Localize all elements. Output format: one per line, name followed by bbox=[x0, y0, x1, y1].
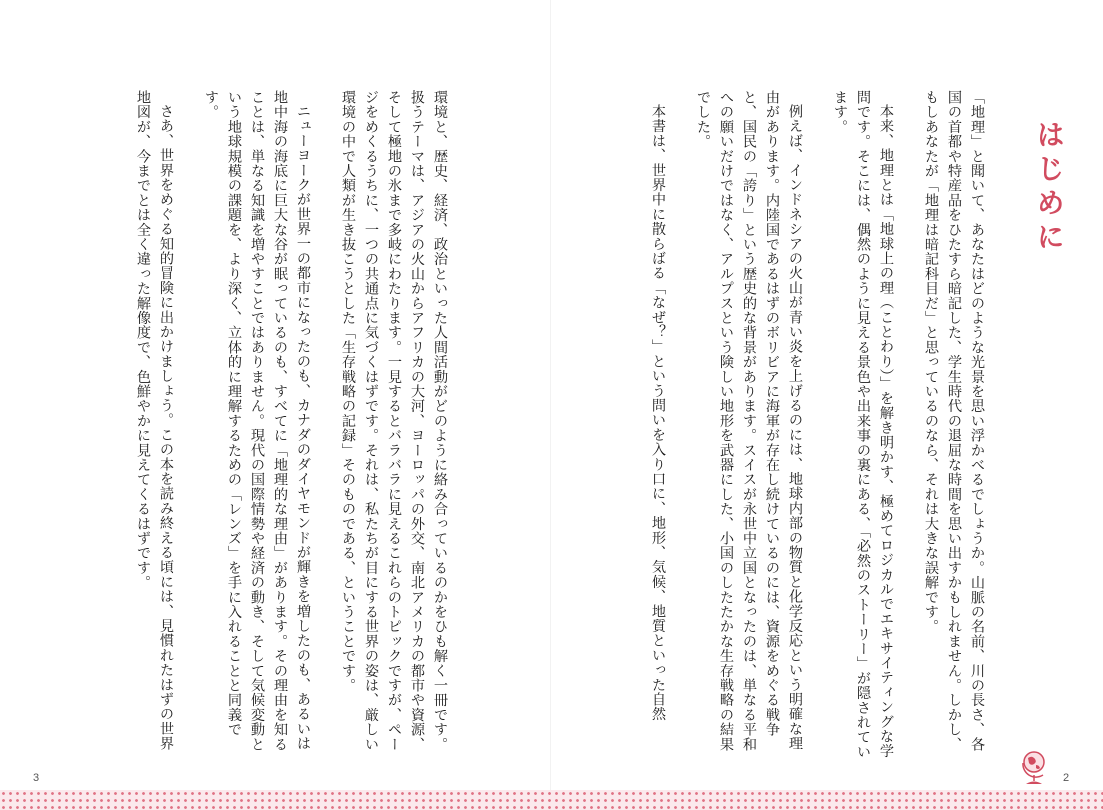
page-number-right: 2 bbox=[1063, 772, 1070, 784]
right-page-body bbox=[650, 90, 988, 760]
right-paragraph-3: 例えば、インドネシアの火山が青い炎を上げるのには、地球内部の物質と化学反応という明確な理由があります。内陸国であるはずのボリビアに海軍が存在し続けているのには、資源をめぐる戦争と、国民の「誇り」という歴史的な背景があります。スイスが永世中立国となったのは、単なる平和への願いだけではなく、アルプスという険しい地形を武器にした、小国のしたたかな生存戦略の結果でした。 bbox=[695, 90, 803, 752]
right-paragraph-1: 「地理」と聞いて、あなたはどのような光景を思い浮かべるでしょうか。山脈の名前、川の長さ、各国の首都や特産品をひたすら暗記した、学生時代の退屈な時間を思い出すかもしれません。しかし、もしあなたが「地理は暗記科目だ」と思っているのなら、それは大きな誤解です。 bbox=[923, 90, 985, 752]
page-number-left: 3 bbox=[33, 772, 40, 784]
left-page-body bbox=[71, 90, 451, 760]
left-paragraph-1: 環境と、歴史、経済、政治といった人間活動がどのように絡み合っているのかをひも解く一冊です。扱うテーマは、アジアの火山からアフリカの大河、ヨーロッパの外交、南北アメリカの都市や資源、そして極地の氷まで多岐にわたります。一見するとバラバラに見えるこれらのトピックですが、ページをめくるうちに、一つの共通点に気づくはずです。それは、私たちが目にする世界の姿は、厳しい環境の中で人類が生き抜こうとした「生存戦略の記録」そのものである、ということです。 bbox=[340, 90, 448, 752]
right-paragraph-2: 本来、地理とは「地球上の理（ことわり）」を解き明かす、極めてロジカルでエキサイティングな学問です。そこには、偶然のように見える景色や出来事の裏にある、「必然のストーリー」が隠されています。 bbox=[832, 90, 894, 760]
page-gutter bbox=[550, 0, 551, 790]
globe-icon bbox=[1017, 743, 1051, 787]
left-paragraph-2: ニューヨークが世界一の都市になったのも、カナダのダイヤモンドが輝きを増したのも、あるいは地中海の海底に巨大な谷が眠っているのも、すべてに「地理的な理由」があります。その理由を知ることは、単なる知識を増やすことではありません。現代の国際情勢や経済の動き、そして気候変動という地球規模の課題を、より深く、立体的に理解するための「レンズ」を手に入れることと同義です。 bbox=[203, 90, 311, 752]
chapter-title: はじめに bbox=[1032, 120, 1066, 256]
left-paragraph-3: さあ、世界をめぐる知的冒険に出かけましょう。この本を読み終える頃には、見慣れたはずの世界地図が、今までとは全く違った解像度で、色鮮やかに見えてくるはずです。 bbox=[135, 90, 174, 751]
right-paragraph-4: 本書は、世界中に散らばる「なぜ？」という問いを入り口に、地形、気候、地質といった自然 bbox=[650, 104, 666, 722]
dotted-bottom-border bbox=[0, 790, 1103, 810]
